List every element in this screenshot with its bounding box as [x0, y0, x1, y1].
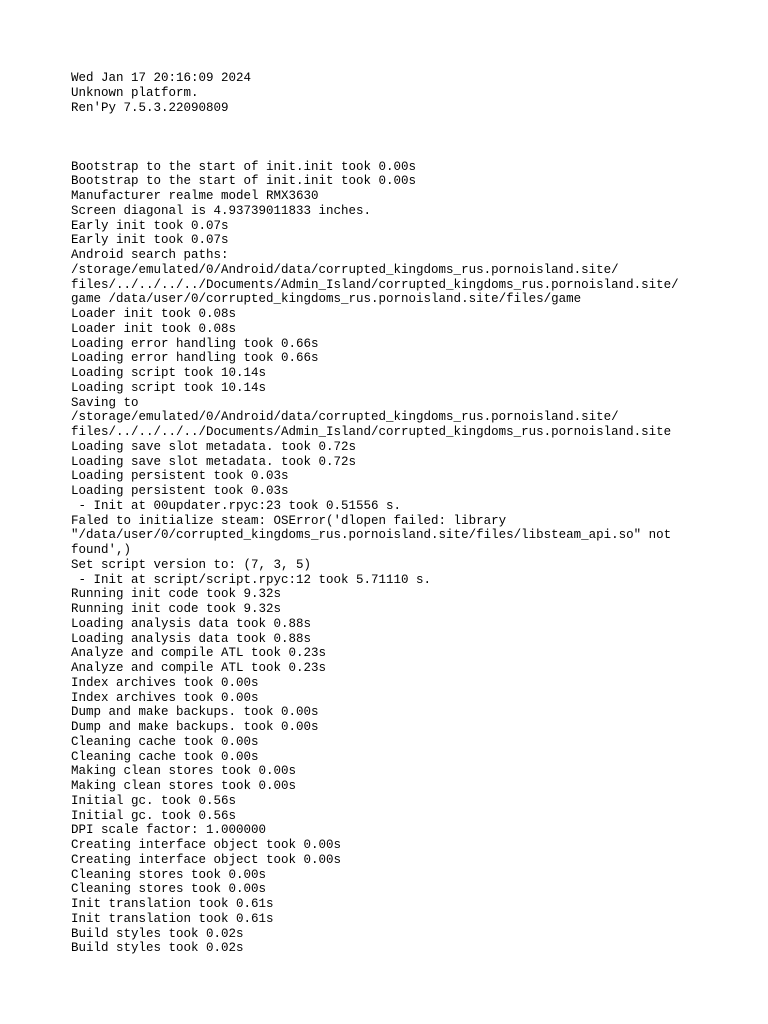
log-line: /storage/emulated/0/Android/data/corrupted_kingdoms_rus.pornoisland.site/ — [71, 262, 619, 277]
log-line: Loading script took 10.14s — [71, 366, 267, 380]
log-header-line: Wed Jan 17 20:16:09 2024 — [71, 71, 252, 85]
log-line: Dump and make backups. took 0.00s — [71, 720, 319, 734]
log-line: - Init at script/script.rpyc:12 took 5.71110 s. — [71, 572, 432, 587]
log-document — [71, 71, 751, 956]
log-line: Manufacturer realme model RMX3630 — [71, 189, 319, 203]
log-line: Loading error handling took 0.66s — [71, 336, 319, 351]
log-line: Bootstrap to the start of init.init took 0.00s — [71, 159, 417, 174]
log-line: Early init took 0.07s — [71, 233, 229, 248]
log-line: DPI scale factor: 1.000000 — [71, 823, 267, 838]
log-line: Loading persistent took 0.03s — [71, 484, 289, 498]
log-line: Faled to initialize steam: OSError('dlopen failed: library — [71, 513, 507, 528]
log-line: Initial gc. took 0.56s — [71, 808, 237, 823]
log-line: Loader init took 0.08s — [71, 307, 237, 321]
log-body — [71, 160, 751, 957]
log-line: Build styles took 0.02s — [71, 926, 244, 941]
log-line: Loading save slot metadata. took 0.72s — [71, 439, 357, 454]
log-line: /storage/emulated/0/Android/data/corrupted_kingdoms_rus.pornoisland.site/ — [71, 410, 619, 425]
log-line: Loading persistent took 0.03s — [71, 469, 289, 484]
log-line: - Init at 00updater.rpyc:23 took 0.51556 s. — [71, 498, 402, 513]
log-line: Making clean stores took 0.00s — [71, 764, 297, 779]
log-line: Cleaning cache took 0.00s — [71, 734, 259, 749]
log-line: Build styles took 0.02s — [71, 941, 244, 956]
log-header-line: Ren'Py 7.5.3.22090809 — [71, 100, 229, 115]
log-line: Index archives took 0.00s — [71, 675, 259, 690]
log-line: Running init code took 9.32s — [71, 587, 282, 602]
log-line: Running init code took 9.32s — [71, 602, 282, 616]
log-line: Dump and make backups. took 0.00s — [71, 705, 319, 720]
log-line: Saving to — [71, 395, 139, 410]
log-line: Init translation took 0.61s — [71, 897, 274, 911]
log-line: Loading analysis data took 0.88s — [71, 631, 312, 646]
log-line: Making clean stores took 0.00s — [71, 779, 297, 793]
log-line: Creating interface object took 0.00s — [71, 852, 342, 867]
log-line: Loading analysis data took 0.88s — [71, 616, 312, 631]
section-spacer — [71, 115, 751, 159]
log-line: Android search paths: — [71, 248, 229, 262]
log-line: "/data/user/0/corrupted_kingdoms_rus.pornoisland.site/files/libsteam_api.so" not — [71, 528, 672, 543]
log-line: found',) — [71, 543, 132, 557]
log-line: Analyze and compile ATL took 0.23s — [71, 661, 327, 675]
log-line: Loading script took 10.14s — [71, 380, 267, 395]
log-header — [71, 71, 751, 115]
log-line: files/../../../../Documents/Admin_Island/corrupted_kingdoms_rus.pornoisland.site/ — [71, 277, 679, 292]
log-header-line: Unknown platform. — [71, 85, 199, 100]
log-line: files/../../../../Documents/Admin_Island/corrupted_kingdoms_rus.pornoisland.site — [71, 425, 672, 439]
log-line: Screen diagonal is 4.93739011833 inches. — [71, 203, 372, 218]
log-line: Initial gc. took 0.56s — [71, 793, 237, 808]
log-line: Loader init took 0.08s — [71, 321, 237, 336]
log-line: Cleaning cache took 0.00s — [71, 749, 259, 764]
log-line: Index archives took 0.00s — [71, 690, 259, 705]
log-line: Analyze and compile ATL took 0.23s — [71, 646, 327, 661]
log-line: Loading error handling took 0.66s — [71, 351, 319, 366]
log-line: Loading save slot metadata. took 0.72s — [71, 454, 357, 469]
log-line: Set script version to: (7, 3, 5) — [71, 557, 312, 572]
log-line: Bootstrap to the start of init.init took 0.00s — [71, 174, 417, 189]
log-line: Init translation took 0.61s — [71, 911, 274, 926]
log-line: game /data/user/0/corrupted_kingdoms_rus.pornoisland.site/files/game — [71, 292, 582, 307]
log-line: Cleaning stores took 0.00s — [71, 882, 267, 897]
log-line: Creating interface object took 0.00s — [71, 838, 342, 852]
log-line: Cleaning stores took 0.00s — [71, 867, 267, 882]
log-line: Early init took 0.07s — [71, 218, 229, 233]
